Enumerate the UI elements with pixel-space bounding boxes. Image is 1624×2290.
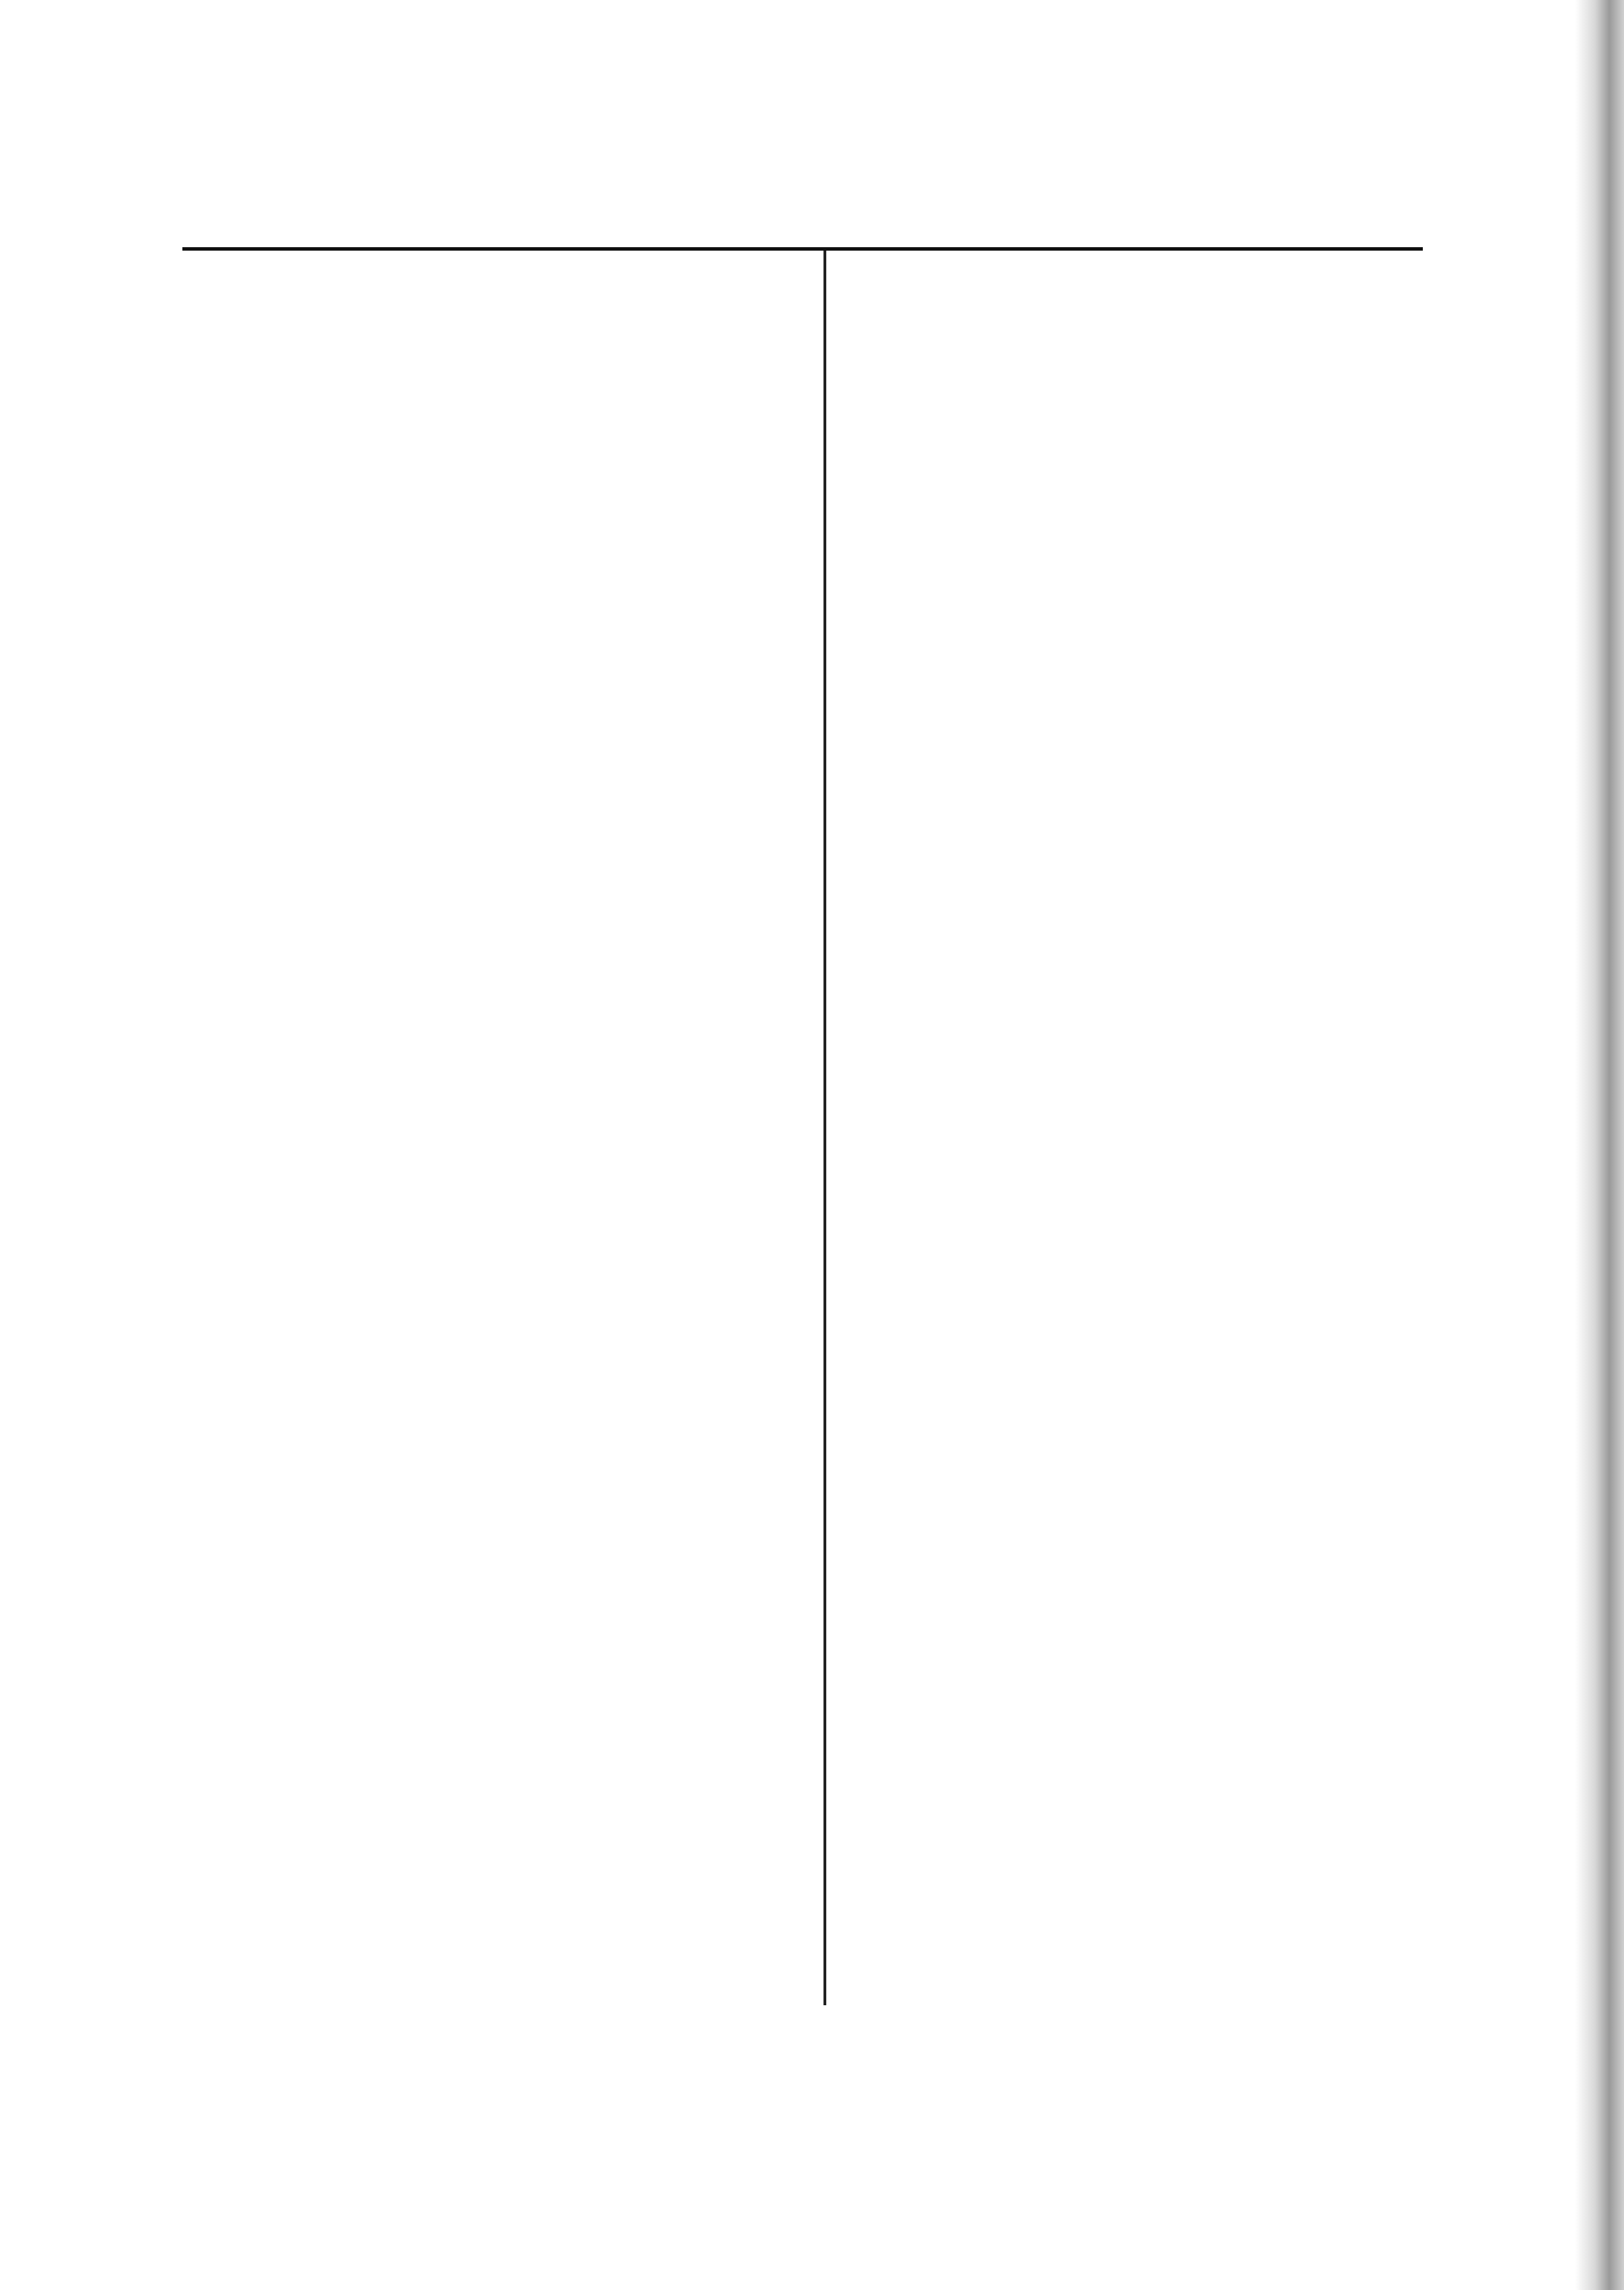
dictionary-entry	[174, 493, 801, 551]
dictionary-entry	[849, 493, 1462, 551]
dictionary-entry	[849, 415, 1462, 473]
right-column	[849, 259, 1462, 2014]
dictionary-entry	[174, 571, 801, 629]
dictionary-entry	[174, 337, 801, 395]
dictionary-entry	[849, 259, 1462, 317]
column-divider	[823, 251, 826, 2005]
scanner-edge	[1575, 0, 1624, 2290]
dictionary-entry	[174, 415, 801, 473]
dictionary-entry	[174, 259, 801, 317]
left-column	[174, 259, 801, 2014]
dictionary-entry	[849, 337, 1462, 395]
dictionary-entry	[849, 571, 1462, 629]
header-rule	[182, 247, 1423, 251]
page-number	[773, 132, 912, 202]
dictionary-entry	[174, 649, 801, 707]
dictionary-entry	[849, 649, 1462, 707]
